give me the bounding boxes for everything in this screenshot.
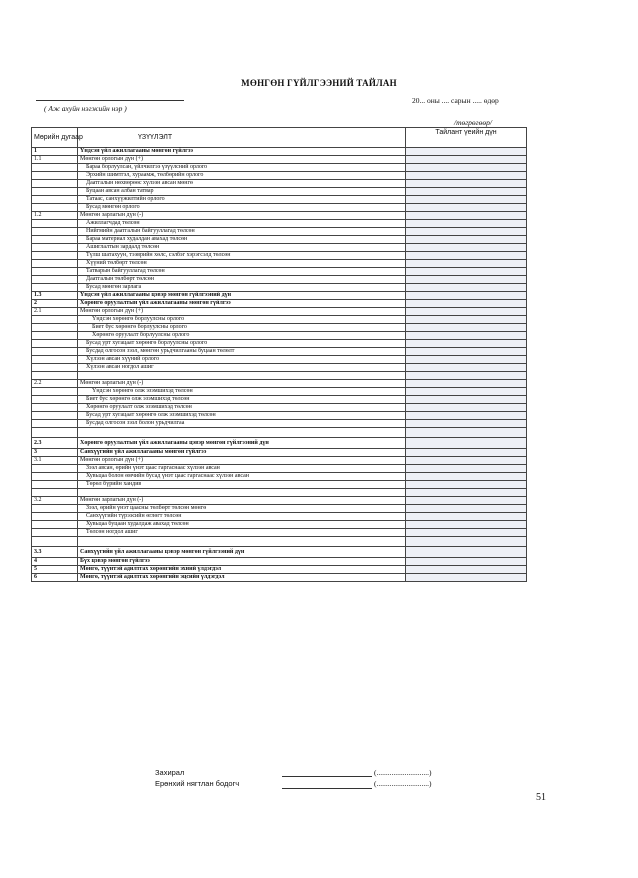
row-number — [32, 428, 78, 438]
row-number — [32, 513, 78, 521]
row-amount-cell[interactable] — [406, 497, 527, 505]
row-number: 6 — [32, 574, 78, 582]
table-row — [32, 489, 527, 497]
row-indicator: Зээл, өрийн үнэт цаасны төлбөрт төлсөн мөнгө — [78, 505, 406, 513]
table-row — [32, 529, 527, 537]
table-row — [32, 324, 527, 332]
director-label: Захирал — [155, 768, 185, 777]
row-number — [32, 396, 78, 404]
table-row — [32, 428, 527, 438]
table-row — [32, 574, 527, 582]
table-row — [32, 244, 527, 252]
row-amount-cell[interactable] — [406, 537, 527, 547]
row-indicator: Хүүний төлбөрт төлсөн — [78, 260, 406, 268]
row-indicator: Бүх цэвэр мөнгөн гүйлгээ — [78, 558, 406, 566]
row-amount-cell[interactable] — [406, 404, 527, 412]
row-amount-cell[interactable] — [406, 316, 527, 324]
column-header-amount: Тайлант үеийн дүн — [406, 128, 527, 148]
row-amount-cell[interactable] — [406, 284, 527, 292]
row-indicator: Бусад урт хугацаат хөрөнгө олж эзэмшихэд төлсөн — [78, 412, 406, 420]
row-indicator: Хөрөнгө оруулалт олж эзэмшихэд төлсөн — [78, 404, 406, 412]
row-amount-cell[interactable] — [406, 388, 527, 396]
row-number — [32, 348, 78, 356]
table-row — [32, 148, 527, 156]
row-amount-cell[interactable] — [406, 292, 527, 300]
row-amount-cell[interactable] — [406, 324, 527, 332]
table-row — [32, 547, 527, 558]
column-header-indicator: ҮЗҮҮЛЭЛТ — [78, 128, 406, 148]
row-indicator: Мөнгөн зарлагын дүн (-) — [78, 380, 406, 388]
row-indicator: Төлсөн ногдол ашиг — [78, 529, 406, 537]
table-row — [32, 481, 527, 489]
row-number: 3.3 — [32, 547, 78, 558]
row-number — [32, 196, 78, 204]
row-amount-cell[interactable] — [406, 428, 527, 438]
row-indicator: Бараа материал худалдан авахад төлсөн — [78, 236, 406, 244]
row-amount-cell[interactable] — [406, 505, 527, 513]
row-number: 3.1 — [32, 457, 78, 465]
row-indicator: Хувьцаа буцаан худалдаж авахад төлсөн — [78, 521, 406, 529]
table-row — [32, 204, 527, 212]
row-amount-cell[interactable] — [406, 566, 527, 574]
row-number: 3.2 — [32, 497, 78, 505]
row-indicator — [78, 372, 406, 380]
row-indicator: Бараа борлуулсан, үйлчилгээ үзүүлсний орлого — [78, 164, 406, 172]
row-number — [32, 188, 78, 196]
row-amount-cell[interactable] — [406, 196, 527, 204]
row-number — [32, 529, 78, 537]
row-indicator: Зээл авсан, өрийн үнэт цаас гаргаснаас хүлээн авсан — [78, 465, 406, 473]
row-amount-cell[interactable] — [406, 438, 527, 449]
table-row — [32, 438, 527, 449]
row-amount-cell[interactable] — [406, 308, 527, 316]
row-amount-cell[interactable] — [406, 348, 527, 356]
table-row — [32, 308, 527, 316]
row-indicator: Хөрөнгө оруулалтын үйл ажиллагааны мөнгөн гүйлгээ — [78, 300, 406, 308]
row-amount-cell[interactable] — [406, 188, 527, 196]
row-indicator: Санхүүгийн үйл ажиллагааны мөнгөн гүйлгээ — [78, 449, 406, 457]
row-number: 1 — [32, 148, 78, 156]
table-row — [32, 513, 527, 521]
table-row — [32, 156, 527, 164]
row-indicator: Биет бус хөрөнгө олж эзэмшихэд төлсөн — [78, 396, 406, 404]
row-amount-cell[interactable] — [406, 332, 527, 340]
table-row — [32, 300, 527, 308]
row-indicator: Хөрөнгө оруулалтын үйл ажиллагааны цэвэр мөнгөн гүйлгээний дүн — [78, 438, 406, 449]
row-indicator — [78, 489, 406, 497]
table-row — [32, 228, 527, 236]
row-indicator: Санхүүгийн үйл ажиллагааны цэвэр мөнгөн гүйлгээний дүн — [78, 547, 406, 558]
row-amount-cell[interactable] — [406, 513, 527, 521]
row-number — [32, 481, 78, 489]
row-amount-cell[interactable] — [406, 529, 527, 537]
row-amount-cell[interactable] — [406, 156, 527, 164]
row-number — [32, 276, 78, 284]
row-indicator: Ашиглалтын зардалд төлсөн — [78, 244, 406, 252]
director-signature-line — [282, 776, 372, 777]
row-number — [32, 356, 78, 364]
row-amount-cell[interactable] — [406, 228, 527, 236]
table-row — [32, 292, 527, 300]
table-row — [32, 164, 527, 172]
row-indicator: Бусад мөнгөн орлого — [78, 204, 406, 212]
row-indicator: Буцаан авсан албан татвар — [78, 188, 406, 196]
table-body — [32, 148, 527, 582]
row-number — [32, 412, 78, 420]
row-number — [32, 316, 78, 324]
row-indicator: Санхүүгийн түрээсийн өглөгт төлсөн — [78, 513, 406, 521]
row-amount-cell[interactable] — [406, 260, 527, 268]
row-number — [32, 489, 78, 497]
row-number: 3 — [32, 449, 78, 457]
table-row — [32, 412, 527, 420]
row-number — [32, 172, 78, 180]
row-indicator: Биет бус хөрөнгө борлуулсны орлого — [78, 324, 406, 332]
table-row — [32, 252, 527, 260]
table-row — [32, 236, 527, 244]
row-number — [32, 236, 78, 244]
table-row — [32, 180, 527, 188]
row-amount-cell[interactable] — [406, 364, 527, 372]
table-row — [32, 340, 527, 348]
row-indicator: Хүлээн авсан хүүний орлого — [78, 356, 406, 364]
row-amount-cell[interactable] — [406, 268, 527, 276]
row-amount-cell[interactable] — [406, 204, 527, 212]
row-indicator: Даатгалын нөхвөрөөс хүлээн авсан мөнгө — [78, 180, 406, 188]
cash-flow-table — [31, 127, 527, 582]
row-number: 2 — [32, 300, 78, 308]
row-indicator: Түлш шатахуун, тээврийн хөлс, сэлбэг хэрэгсэлд төлсөн — [78, 252, 406, 260]
column-header-number: Мөрийн дугаар — [32, 128, 78, 148]
row-number — [32, 324, 78, 332]
row-amount-cell[interactable] — [406, 164, 527, 172]
row-indicator: Мөнгөн зарлагын дүн (-) — [78, 497, 406, 505]
row-indicator: Татаас, санхүүжилтийн орлого — [78, 196, 406, 204]
row-indicator: Нийгмийн даатгалын байгууллагад төлсөн — [78, 228, 406, 236]
row-amount-cell[interactable] — [406, 340, 527, 348]
row-amount-cell[interactable] — [406, 457, 527, 465]
row-number — [32, 260, 78, 268]
row-number — [32, 268, 78, 276]
row-amount-cell[interactable] — [406, 473, 527, 481]
table-row — [32, 276, 527, 284]
row-amount-cell[interactable] — [406, 412, 527, 420]
table-row — [32, 521, 527, 529]
row-amount-cell[interactable] — [406, 244, 527, 252]
row-amount-cell[interactable] — [406, 465, 527, 473]
table-row — [32, 388, 527, 396]
table-row — [32, 404, 527, 412]
row-indicator: Үндсэн хөрөнгө олж эзэмшихэд төлсөн — [78, 388, 406, 396]
row-indicator: Үндсэн үйл ажиллагааны цэвэр мөнгөн гүйлгээний дүн — [78, 292, 406, 300]
row-number — [32, 372, 78, 380]
row-indicator: Бусад мөнгөн зарлага — [78, 284, 406, 292]
row-indicator: Эрхийн шимтгэл, хураамж, төлбөрийн орлого — [78, 172, 406, 180]
report-date: 20... оны .... сарын ..... өдөр — [412, 96, 499, 105]
row-amount-cell[interactable] — [406, 489, 527, 497]
row-number — [32, 420, 78, 428]
row-indicator: Бусдад олгосон зээл, мөнгөн урьдчилгааны буцаан төлөлт — [78, 348, 406, 356]
row-amount-cell[interactable] — [406, 252, 527, 260]
row-amount-cell[interactable] — [406, 276, 527, 284]
row-indicator: Мөнгөн орлогын дүн (+) — [78, 156, 406, 164]
table-row — [32, 268, 527, 276]
table-row — [32, 465, 527, 473]
row-amount-cell[interactable] — [406, 212, 527, 220]
row-number — [32, 388, 78, 396]
row-number: 1.2 — [32, 212, 78, 220]
row-number — [32, 364, 78, 372]
table-row — [32, 505, 527, 513]
table-row — [32, 284, 527, 292]
row-number — [32, 284, 78, 292]
row-number: 2.2 — [32, 380, 78, 388]
row-amount-cell[interactable] — [406, 300, 527, 308]
table-row — [32, 212, 527, 220]
row-indicator: Бусад урт хугацаат хөрөнгө борлуулсны орлого — [78, 340, 406, 348]
row-amount-cell[interactable] — [406, 180, 527, 188]
table-row — [32, 316, 527, 324]
row-amount-cell[interactable] — [406, 558, 527, 566]
row-amount-cell[interactable] — [406, 236, 527, 244]
row-indicator: Мөнгөн орлогын дүн (+) — [78, 308, 406, 316]
row-indicator: Мөнгө, түүнтэй адилтгах хөрөнгийн эхний үлдэгдэл — [78, 566, 406, 574]
row-amount-cell[interactable] — [406, 356, 527, 364]
row-amount-cell[interactable] — [406, 148, 527, 156]
table-row — [32, 260, 527, 268]
table-row — [32, 196, 527, 204]
row-number — [32, 332, 78, 340]
row-indicator: Төрөл бүрийн хандив — [78, 481, 406, 489]
table-row — [32, 356, 527, 364]
accountant-signature-line — [282, 788, 372, 789]
table-row — [32, 332, 527, 340]
table-row — [32, 396, 527, 404]
row-number: 4 — [32, 558, 78, 566]
row-number: 1.3 — [32, 292, 78, 300]
table-row — [32, 449, 527, 457]
row-amount-cell[interactable] — [406, 172, 527, 180]
table-row — [32, 188, 527, 196]
table-row — [32, 420, 527, 428]
org-name-line — [36, 100, 184, 101]
table-header-row — [32, 128, 527, 148]
row-number: 2.3 — [32, 438, 78, 449]
table-row — [32, 372, 527, 380]
row-number — [32, 340, 78, 348]
row-number — [32, 204, 78, 212]
table-row — [32, 220, 527, 228]
row-number: 1.1 — [32, 156, 78, 164]
row-number — [32, 228, 78, 236]
accountant-label: Ерөнхий нягтлан бодогч — [155, 779, 240, 788]
row-amount-cell[interactable] — [406, 574, 527, 582]
table-row — [32, 558, 527, 566]
row-indicator: Үндсэн хөрөнгө борлуулсны орлого — [78, 316, 406, 324]
table-row — [32, 380, 527, 388]
currency-unit: /төгрөгөөр/ — [454, 118, 492, 127]
row-number — [32, 180, 78, 188]
row-indicator: Татварын байгууллагад төлсөн — [78, 268, 406, 276]
row-amount-cell[interactable] — [406, 547, 527, 558]
row-indicator: Мөнгөн орлогын дүн (+) — [78, 457, 406, 465]
row-number — [32, 465, 78, 473]
row-indicator — [78, 537, 406, 547]
row-amount-cell[interactable] — [406, 396, 527, 404]
row-number — [32, 220, 78, 228]
row-amount-cell[interactable] — [406, 420, 527, 428]
row-number — [32, 244, 78, 252]
row-number — [32, 404, 78, 412]
row-amount-cell[interactable] — [406, 380, 527, 388]
table-row — [32, 497, 527, 505]
table-row — [32, 457, 527, 465]
row-indicator — [78, 428, 406, 438]
accountant-name-placeholder: (............................) — [374, 779, 432, 788]
row-indicator: Мөнгөн зарлагын дүн (-) — [78, 212, 406, 220]
table-row — [32, 348, 527, 356]
table-row — [32, 364, 527, 372]
row-amount-cell[interactable] — [406, 372, 527, 380]
row-indicator: Хүлээн авсан ногдол ашиг — [78, 364, 406, 372]
row-number — [32, 505, 78, 513]
table-row — [32, 473, 527, 481]
row-indicator: Бусдад олгосон зээл болон урьдчилгаа — [78, 420, 406, 428]
row-indicator: Хувьцаа болон өмчийн бусад үнэт цаас гаргаснаас хүлээн авсан — [78, 473, 406, 481]
row-number — [32, 252, 78, 260]
row-indicator: Үндсэн үйл ажиллагааны мөнгөн гүйлгээ — [78, 148, 406, 156]
row-number: 2.1 — [32, 308, 78, 316]
row-amount-cell[interactable] — [406, 220, 527, 228]
report-title: МӨНГӨН ГҮЙЛГЭЭНИЙ ТАЙЛАН — [241, 78, 397, 88]
row-number: 5 — [32, 566, 78, 574]
row-number — [32, 473, 78, 481]
row-indicator: Мөнгө, түүнтэй адилтгах хөрөнгийн эцсийн үлдэгдэл — [78, 574, 406, 582]
org-name-label: ( Аж ахуйн нэгжийн нэр ) — [44, 104, 127, 113]
row-indicator: Даатгалын төлбөрт төлсөн — [78, 276, 406, 284]
row-number — [32, 537, 78, 547]
row-amount-cell[interactable] — [406, 449, 527, 457]
table-row — [32, 172, 527, 180]
row-number — [32, 164, 78, 172]
table-row — [32, 537, 527, 547]
page-number: 51 — [536, 792, 546, 803]
director-name-placeholder: (............................) — [374, 768, 432, 777]
row-amount-cell[interactable] — [406, 521, 527, 529]
row-number — [32, 521, 78, 529]
row-indicator: Хөрөнгө оруулалт борлуулсны орлого — [78, 332, 406, 340]
row-indicator: Ажиллагчдад төлсөн — [78, 220, 406, 228]
row-amount-cell[interactable] — [406, 481, 527, 489]
table-row — [32, 566, 527, 574]
